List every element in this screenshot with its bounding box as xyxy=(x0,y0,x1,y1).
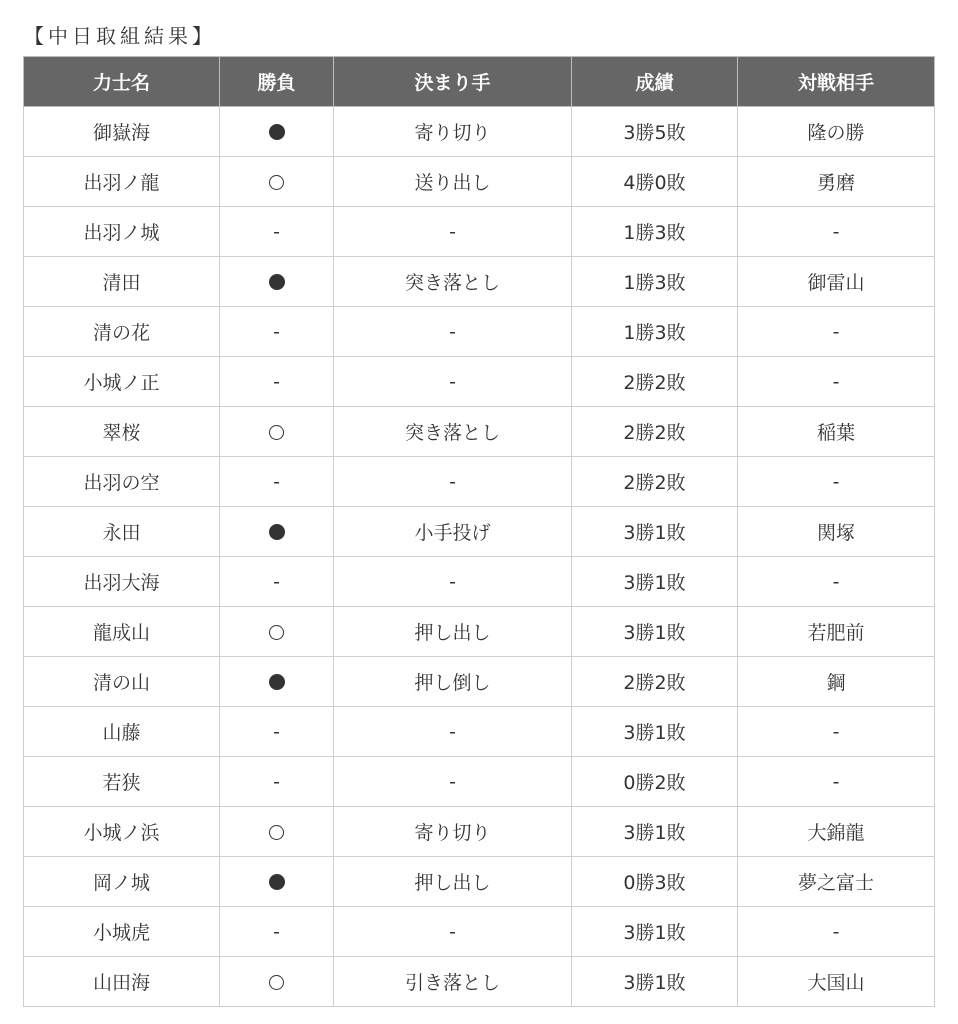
record-cell: 3勝1敗 xyxy=(572,907,738,957)
opponent-cell: - xyxy=(738,307,935,357)
record-cell: 2勝2敗 xyxy=(572,407,738,457)
opponent-cell: 大国山 xyxy=(738,957,935,1007)
wrestler-name-cell: 小城ノ正 xyxy=(24,357,220,407)
table-row xyxy=(24,657,935,707)
wrestler-name-cell: 山藤 xyxy=(24,707,220,757)
no-bout-dash: - xyxy=(273,320,280,343)
technique-cell: 寄り切り xyxy=(334,807,572,857)
table-row xyxy=(24,257,935,307)
record-cell: 1勝3敗 xyxy=(572,257,738,307)
record-cell: 1勝3敗 xyxy=(572,207,738,257)
no-bout-dash: - xyxy=(273,370,280,393)
technique-cell: - xyxy=(334,457,572,507)
table-row xyxy=(24,907,935,957)
opponent-cell: - xyxy=(738,207,935,257)
record-cell: 2勝2敗 xyxy=(572,357,738,407)
wrestler-name-cell: 清田 xyxy=(24,257,220,307)
header-row xyxy=(24,57,935,107)
wrestler-name-cell: 出羽大海 xyxy=(24,557,220,607)
record-cell: 3勝5敗 xyxy=(572,107,738,157)
opponent-cell: - xyxy=(738,707,935,757)
table-row xyxy=(24,807,935,857)
header-technique: 決まり手 xyxy=(334,57,572,107)
wrestler-name-cell: 出羽の空 xyxy=(24,457,220,507)
record-cell: 3勝1敗 xyxy=(572,607,738,657)
table-body xyxy=(24,107,935,1007)
technique-cell: 寄り切り xyxy=(334,107,572,157)
technique-cell: 押し出し xyxy=(334,857,572,907)
opponent-cell: 若肥前 xyxy=(738,607,935,657)
technique-cell: - xyxy=(334,207,572,257)
table-row xyxy=(24,857,935,907)
technique-cell: - xyxy=(334,757,572,807)
table-row xyxy=(24,507,935,557)
technique-cell: 押し出し xyxy=(334,607,572,657)
result-cell xyxy=(220,357,334,407)
technique-cell: 小手投げ xyxy=(334,507,572,557)
no-bout-dash: - xyxy=(273,920,280,943)
result-cell xyxy=(220,657,334,707)
win-mark-icon xyxy=(269,625,284,640)
result-cell xyxy=(220,107,334,157)
technique-cell: - xyxy=(334,707,572,757)
wrestler-name-cell: 若狭 xyxy=(24,757,220,807)
table-row xyxy=(24,357,935,407)
opponent-cell: 勇磨 xyxy=(738,157,935,207)
technique-cell: 送り出し xyxy=(334,157,572,207)
result-cell xyxy=(220,607,334,657)
win-mark-icon xyxy=(269,175,284,190)
opponent-cell: 稲葉 xyxy=(738,407,935,457)
loss-mark-icon xyxy=(269,274,285,290)
no-bout-dash: - xyxy=(273,720,280,743)
wrestler-name-cell: 龍成山 xyxy=(24,607,220,657)
result-cell xyxy=(220,407,334,457)
table-row xyxy=(24,107,935,157)
win-mark-icon xyxy=(269,425,284,440)
record-cell: 3勝1敗 xyxy=(572,557,738,607)
record-cell: 3勝1敗 xyxy=(572,707,738,757)
record-cell: 4勝0敗 xyxy=(572,157,738,207)
loss-mark-icon xyxy=(269,524,285,540)
opponent-cell: - xyxy=(738,457,935,507)
opponent-cell: 鋼 xyxy=(738,657,935,707)
win-mark-icon xyxy=(269,975,284,990)
record-cell: 3勝1敗 xyxy=(572,507,738,557)
result-cell xyxy=(220,307,334,357)
opponent-cell: - xyxy=(738,357,935,407)
result-cell xyxy=(220,707,334,757)
result-cell xyxy=(220,207,334,257)
record-cell: 2勝2敗 xyxy=(572,457,738,507)
header-result: 勝負 xyxy=(220,57,334,107)
table-row xyxy=(24,757,935,807)
result-cell xyxy=(220,757,334,807)
page-title: 【中日取組結果】 xyxy=(24,24,216,48)
table-row xyxy=(24,457,935,507)
header-record: 成績 xyxy=(572,57,738,107)
result-cell xyxy=(220,807,334,857)
table-row xyxy=(24,707,935,757)
wrestler-name-cell: 出羽ノ城 xyxy=(24,207,220,257)
table-row xyxy=(24,407,935,457)
wrestler-name-cell: 小城ノ浜 xyxy=(24,807,220,857)
technique-cell: 押し倒し xyxy=(334,657,572,707)
opponent-cell: 御雷山 xyxy=(738,257,935,307)
table-row xyxy=(24,607,935,657)
result-cell xyxy=(220,557,334,607)
record-cell: 2勝2敗 xyxy=(572,657,738,707)
opponent-cell: - xyxy=(738,907,935,957)
opponent-cell: - xyxy=(738,757,935,807)
wrestler-name-cell: 岡ノ城 xyxy=(24,857,220,907)
loss-mark-icon xyxy=(269,124,285,140)
opponent-cell: - xyxy=(738,557,935,607)
technique-cell: 突き落とし xyxy=(334,407,572,457)
wrestler-name-cell: 御嶽海 xyxy=(24,107,220,157)
table-row xyxy=(24,557,935,607)
wrestler-name-cell: 翠桜 xyxy=(24,407,220,457)
wrestler-name-cell: 清の山 xyxy=(24,657,220,707)
win-mark-icon xyxy=(269,825,284,840)
wrestler-name-cell: 永田 xyxy=(24,507,220,557)
result-cell xyxy=(220,457,334,507)
result-cell xyxy=(220,257,334,307)
technique-cell: - xyxy=(334,557,572,607)
technique-cell: - xyxy=(334,307,572,357)
wrestler-name-cell: 清の花 xyxy=(24,307,220,357)
technique-cell: 突き落とし xyxy=(334,257,572,307)
result-cell xyxy=(220,507,334,557)
wrestler-name-cell: 出羽ノ龍 xyxy=(24,157,220,207)
technique-cell: - xyxy=(334,357,572,407)
table-row xyxy=(24,157,935,207)
record-cell: 3勝1敗 xyxy=(572,807,738,857)
result-cell xyxy=(220,907,334,957)
technique-cell: 引き落とし xyxy=(334,957,572,1007)
technique-cell: - xyxy=(334,907,572,957)
opponent-cell: 夢之富士 xyxy=(738,857,935,907)
record-cell: 0勝2敗 xyxy=(572,757,738,807)
opponent-cell: 大錦龍 xyxy=(738,807,935,857)
record-cell: 0勝3敗 xyxy=(572,857,738,907)
opponent-cell: 隆の勝 xyxy=(738,107,935,157)
table-row xyxy=(24,307,935,357)
no-bout-dash: - xyxy=(273,470,280,493)
table-row xyxy=(24,207,935,257)
table-row xyxy=(24,957,935,1007)
wrestler-name-cell: 山田海 xyxy=(24,957,220,1007)
results-table xyxy=(23,56,935,1007)
opponent-cell: 関塚 xyxy=(738,507,935,557)
no-bout-dash: - xyxy=(273,570,280,593)
result-cell xyxy=(220,157,334,207)
header-opponent: 対戦相手 xyxy=(738,57,935,107)
loss-mark-icon xyxy=(269,674,285,690)
loss-mark-icon xyxy=(269,874,285,890)
record-cell: 1勝3敗 xyxy=(572,307,738,357)
header-wrestler: 力士名 xyxy=(24,57,220,107)
wrestler-name-cell: 小城虎 xyxy=(24,907,220,957)
no-bout-dash: - xyxy=(273,770,280,793)
result-cell xyxy=(220,857,334,907)
result-cell xyxy=(220,957,334,1007)
no-bout-dash: - xyxy=(273,220,280,243)
record-cell: 3勝1敗 xyxy=(572,957,738,1007)
